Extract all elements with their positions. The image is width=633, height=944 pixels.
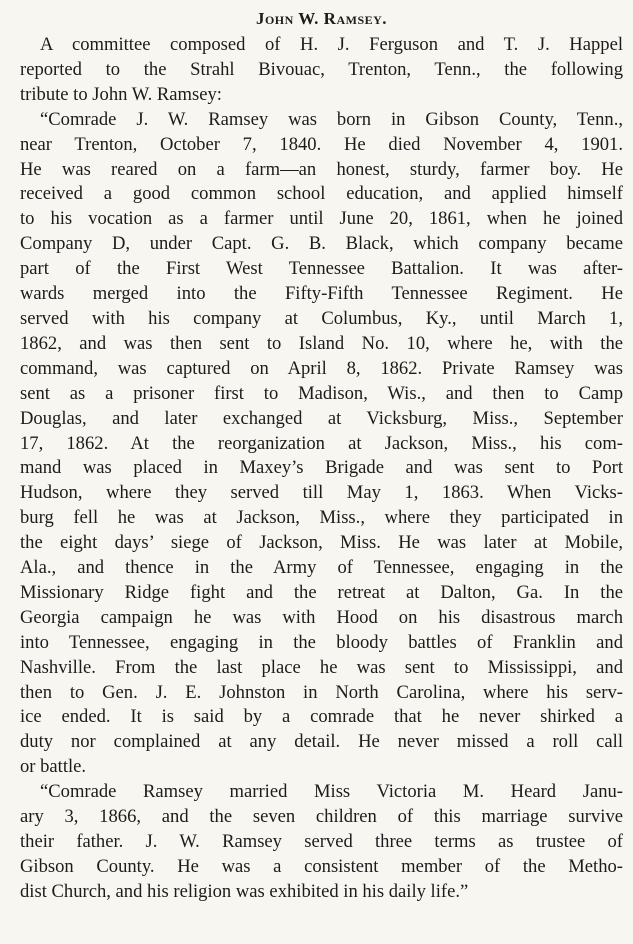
paragraph-intro <box>20 33 623 108</box>
text-line: into Tennessee, engaging in the bloody battles of Franklin and <box>20 631 623 653</box>
text-line: “Comrade J. W. Ramsey was born in Gibson County, Tenn., <box>40 108 623 130</box>
text-line: Hudson, where they served till May 1, 1863. When Vicks- <box>20 482 623 504</box>
text-line: duty nor complained at any detail. He never missed a roll call <box>20 731 623 753</box>
text-line: Georgia campaign he was with Hood on his disastrous march <box>20 606 623 628</box>
text-line: received a good common school education, and applied himself <box>20 183 623 205</box>
text-line: part of the First West Tennessee Battalion. It was after- <box>20 258 623 280</box>
text-line: Douglas, and later exchanged at Vicksburg, Miss., September <box>20 407 623 429</box>
text-line: A committee composed of H. J. Ferguson and T. J. Happel <box>40 34 623 55</box>
text-line: 1862, and was then sent to Island No. 10, where he, with the <box>20 332 623 354</box>
article-title: John W. Ramsey. <box>255 9 388 28</box>
text-line: “Comrade Ramsey married Miss Victoria M. Heard Janu- <box>40 781 623 803</box>
text-line: near Trenton, October 7, 1840. He died November 4, 1901. <box>20 133 623 155</box>
paragraph-family <box>20 780 623 905</box>
text-line: served with his company at Columbus, Ky., until March 1, <box>20 307 623 329</box>
text-line: mand was placed in Maxey’s Brigade and was sent to Port <box>20 457 623 479</box>
text-line: burg fell he was at Jackson, Miss., where they participated in <box>20 507 623 529</box>
text-line: their father. J. W. Ramsey served three terms as trustee of <box>20 831 623 852</box>
text-line: wards merged into the Fifty-Fifth Tennessee Regiment. He <box>20 283 623 305</box>
text-line: dist Church, and his religion was exhibited in his daily life.” <box>20 880 469 902</box>
text-line: Ala., and thence in the Army of Tennessee, engaging in the <box>20 557 623 579</box>
text-line: the eight days’ siege of Jackson, Miss. He was later at Mobile, <box>20 532 623 554</box>
text-line: He was reared on a farm—an honest, sturdy, farmer boy. He <box>20 158 623 180</box>
text-line: sent as a prisoner first to Madison, Wis., and then to Camp <box>20 382 623 404</box>
text-line: Gibson County. He was a consistent member of the Metho- <box>20 855 623 877</box>
text-line: command, was captured on April 8, 1862. Private Ramsey was <box>20 357 623 379</box>
text-line: tribute to John W. Ramsey: <box>20 83 222 105</box>
text-line: reported to the Strahl Bivouac, Trenton, Tenn., the following <box>20 58 623 80</box>
text-line: 17, 1862. At the reorganization at Jackson, Miss., his com- <box>20 432 623 454</box>
text-line: then to Gen. J. E. Johnston in North Carolina, where his serv- <box>20 681 623 703</box>
paragraph-biography <box>20 108 623 780</box>
text-line: Company D, under Capt. G. B. Black, which company became <box>20 233 623 255</box>
text-line: Nashville. From the last place he was sent to Mississippi, and <box>20 656 623 678</box>
text-line: ary 3, 1866, and the seven children of this marriage survive <box>20 806 623 828</box>
text-line: ice ended. It is said by a comrade that he never shirked a <box>20 706 623 728</box>
text-line: Missionary Ridge fight and the retreat at Dalton, Ga. In the <box>20 581 623 603</box>
text-line: or battle. <box>20 756 87 778</box>
text-line: to his vocation as a farmer until June 20, 1861, when he joined <box>20 208 623 230</box>
